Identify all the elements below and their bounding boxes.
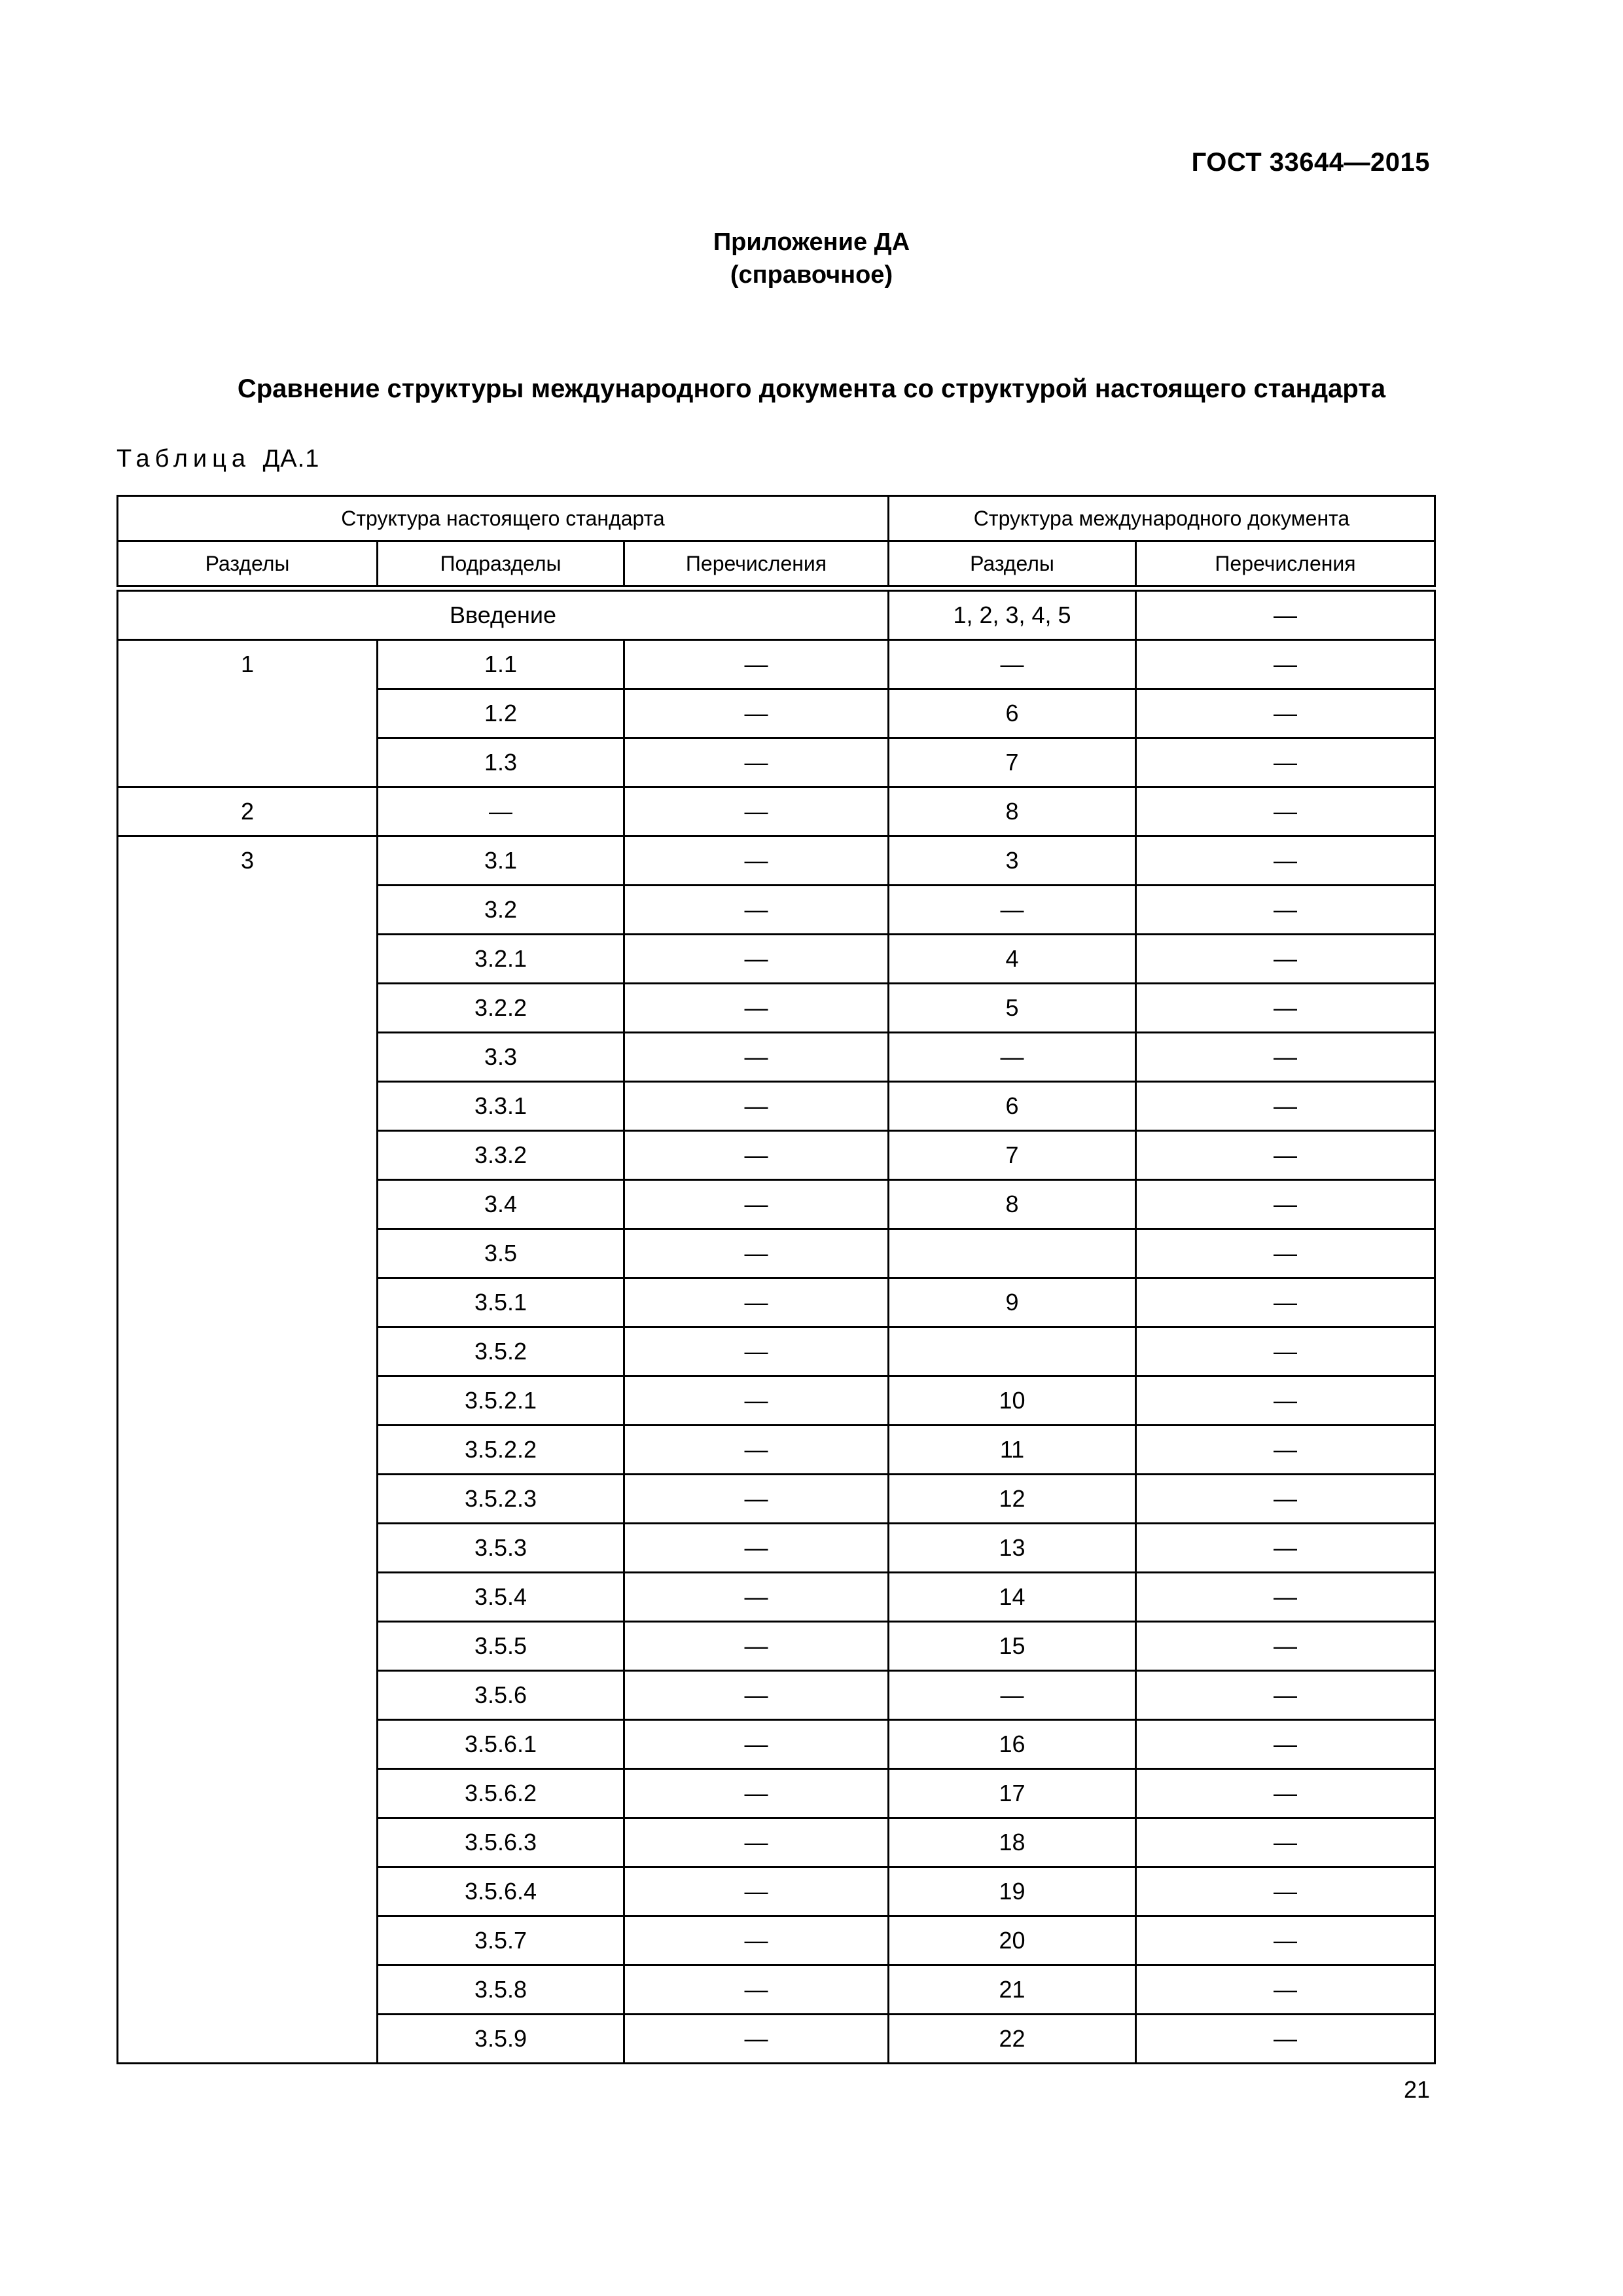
cell-intl-enumeration: — — [1136, 738, 1435, 787]
cell-enumeration: — — [624, 1475, 889, 1524]
cell-intl-enumeration: — — [1136, 886, 1435, 935]
cell-subsection: 3.3.1 — [378, 1082, 624, 1131]
cell-enumeration: — — [624, 1376, 889, 1426]
cell-subsection: 3.5.6 — [378, 1671, 624, 1720]
table-caption-word: Таблица — [116, 445, 251, 473]
cell-intl-section: 6 — [889, 1082, 1136, 1131]
cell-intl-section: 12 — [889, 1475, 1136, 1524]
cell-intl-enumeration: — — [1136, 1867, 1435, 1916]
cell-intl-enumeration: — — [1136, 1033, 1435, 1082]
cell-intl-section: 16 — [889, 1720, 1136, 1769]
cell-subsection: — — [378, 787, 624, 836]
intro-label: Введение — [118, 591, 889, 640]
table-caption-number: ДА.1 — [262, 445, 320, 473]
cell-intl-enumeration: — — [1136, 1082, 1435, 1131]
cell-intl-section: 11 — [889, 1426, 1136, 1475]
cell-intl-section: 8 — [889, 787, 1136, 836]
cell-subsection: 3.5.2 — [378, 1327, 624, 1376]
table-caption — [116, 445, 319, 473]
cell-subsection: 1.1 — [378, 640, 624, 689]
cell-subsection: 3.2.2 — [378, 984, 624, 1033]
cell-intl-enumeration: — — [1136, 984, 1435, 1033]
page-number: 21 — [1403, 2076, 1430, 2103]
column-header-row — [118, 541, 1435, 586]
cell-subsection: 3.5.6.3 — [378, 1818, 624, 1867]
cell-intl-enumeration: — — [1136, 1524, 1435, 1573]
cell-enumeration: — — [624, 1180, 889, 1229]
document-code: ГОСТ 33644—2015 — [1191, 148, 1430, 177]
cell-subsection: 3.5.2.3 — [378, 1475, 624, 1524]
header-separator — [118, 586, 1435, 591]
cell-intl-section: 14 — [889, 1573, 1136, 1622]
cell-intl-enumeration: — — [1136, 1573, 1435, 1622]
cell-enumeration: — — [624, 1327, 889, 1376]
header-separator-cell — [118, 586, 1435, 591]
cell-subsection: 3.5.5 — [378, 1622, 624, 1671]
cell-intl-section: 8 — [889, 1180, 1136, 1229]
cell-enumeration: — — [624, 1720, 889, 1769]
cell-intl-enumeration: — — [1136, 1916, 1435, 1965]
cell-enumeration: — — [624, 1622, 889, 1671]
cell-intl-enumeration: — — [1136, 1131, 1435, 1180]
document-title: Сравнение структуры международного документа со структурой настоящего стандарта — [237, 374, 1386, 403]
cell-enumeration: — — [624, 1131, 889, 1180]
cell-subsection: 3.5.1 — [378, 1278, 624, 1327]
cell-enumeration: — — [624, 1818, 889, 1867]
cell-intl-enumeration: — — [1136, 640, 1435, 689]
cell-intl-enumeration: — — [1136, 1475, 1435, 1524]
cell-enumeration: — — [624, 1426, 889, 1475]
cell-subsection: 1.2 — [378, 689, 624, 738]
cell-intl-section: 19 — [889, 1867, 1136, 1916]
intro-intl-sections: 1, 2, 3, 4, 5 — [889, 591, 1136, 640]
cell-enumeration: — — [624, 1278, 889, 1327]
cell-enumeration: — — [624, 2015, 889, 2064]
cell-enumeration: — — [624, 1082, 889, 1131]
group-header-international: Структура международного документа — [889, 496, 1435, 541]
comparison-table — [116, 495, 1436, 2064]
cell-intl-section: 22 — [889, 2015, 1136, 2064]
cell-intl-enumeration: — — [1136, 1278, 1435, 1327]
cell-intl-section: 18 — [889, 1818, 1136, 1867]
cell-intl-enumeration: — — [1136, 2015, 1435, 2064]
cell-enumeration: — — [624, 1033, 889, 1082]
cell-subsection: 3.5.2.2 — [378, 1426, 624, 1475]
cell-intl-enumeration: — — [1136, 1769, 1435, 1818]
cell-intl-enumeration: — — [1136, 1720, 1435, 1769]
cell-intl-section: 5 — [889, 984, 1136, 1033]
cell-intl-section: 4 — [889, 935, 1136, 984]
appendix-heading — [0, 226, 1623, 291]
cell-enumeration: — — [624, 1769, 889, 1818]
appendix-subtitle: (справочное) — [730, 261, 893, 289]
cell-subsection: 3.1 — [378, 836, 624, 886]
cell-intl-section: 10 — [889, 1376, 1136, 1426]
cell-intl-section: — — [889, 886, 1136, 935]
cell-subsection: 3.5.6.4 — [378, 1867, 624, 1916]
cell-intl-enumeration: — — [1136, 1622, 1435, 1671]
cell-enumeration: — — [624, 836, 889, 886]
cell-enumeration: — — [624, 1671, 889, 1720]
cell-subsection: 3.2.1 — [378, 935, 624, 984]
cell-enumeration: — — [624, 1524, 889, 1573]
cell-enumeration: — — [624, 984, 889, 1033]
cell-intl-enumeration: — — [1136, 1818, 1435, 1867]
cell-intl-section: 9 — [889, 1278, 1136, 1327]
cell-intl-section: 6 — [889, 689, 1136, 738]
cell-enumeration: — — [624, 886, 889, 935]
cell-intl-section: — — [889, 1671, 1136, 1720]
cell-enumeration: — — [624, 1229, 889, 1278]
cell-intl-section: 7 — [889, 1131, 1136, 1180]
cell-subsection: 3.5.6.1 — [378, 1720, 624, 1769]
cell-subsection: 3.5.4 — [378, 1573, 624, 1622]
cell-enumeration: — — [624, 689, 889, 738]
cell-subsection: 3.5 — [378, 1229, 624, 1278]
cell-intl-enumeration: — — [1136, 1229, 1435, 1278]
cell-intl-enumeration: — — [1136, 1327, 1435, 1376]
cell-subsection: 3.3 — [378, 1033, 624, 1082]
cell-subsection: 3.5.3 — [378, 1524, 624, 1573]
cell-subsection: 3.4 — [378, 1180, 624, 1229]
cell-section: 3 — [118, 836, 378, 2064]
cell-intl-enumeration: — — [1136, 1671, 1435, 1720]
col-header-sections: Разделы — [118, 541, 378, 586]
col-header-intl-enumerations: Перечисления — [1136, 541, 1435, 586]
cell-intl-section: 17 — [889, 1769, 1136, 1818]
cell-intl-enumeration: — — [1136, 1965, 1435, 2015]
col-header-subsections: Подразделы — [378, 541, 624, 586]
intro-intl-enumerations: — — [1136, 591, 1435, 640]
table-row — [118, 787, 1435, 836]
cell-subsection: 3.5.7 — [378, 1916, 624, 1965]
cell-enumeration: — — [624, 787, 889, 836]
cell-enumeration: — — [624, 1573, 889, 1622]
cell-enumeration: — — [624, 935, 889, 984]
cell-subsection: 3.5.8 — [378, 1965, 624, 2015]
cell-subsection: 3.5.6.2 — [378, 1769, 624, 1818]
cell-section: 2 — [118, 787, 378, 836]
appendix-title: Приложение ДА — [713, 228, 910, 256]
cell-subsection: 1.3 — [378, 738, 624, 787]
col-header-enumerations: Перечисления — [624, 541, 889, 586]
cell-enumeration: — — [624, 1916, 889, 1965]
cell-intl-section: — — [889, 640, 1136, 689]
cell-intl-section: 20 — [889, 1916, 1136, 1965]
cell-intl-enumeration: — — [1136, 689, 1435, 738]
cell-enumeration: — — [624, 640, 889, 689]
cell-section: 1 — [118, 640, 378, 787]
cell-intl-enumeration: — — [1136, 836, 1435, 886]
cell-enumeration: — — [624, 1867, 889, 1916]
table-row — [118, 836, 1435, 886]
col-header-intl-sections: Разделы — [889, 541, 1136, 586]
cell-enumeration: — — [624, 1965, 889, 2015]
cell-intl-section: 7 — [889, 738, 1136, 787]
cell-intl-enumeration: — — [1136, 935, 1435, 984]
cell-intl-section — [889, 1229, 1136, 1278]
cell-enumeration: — — [624, 738, 889, 787]
cell-intl-enumeration: — — [1136, 1376, 1435, 1426]
cell-subsection: 3.2 — [378, 886, 624, 935]
cell-intl-section: 13 — [889, 1524, 1136, 1573]
cell-intl-section: — — [889, 1033, 1136, 1082]
cell-subsection: 3.3.2 — [378, 1131, 624, 1180]
cell-intl-section: 3 — [889, 836, 1136, 886]
cell-intl-section: 15 — [889, 1622, 1136, 1671]
cell-subsection: 3.5.9 — [378, 2015, 624, 2064]
intro-row — [118, 591, 1435, 640]
cell-intl-section: 21 — [889, 1965, 1136, 2015]
group-header-row — [118, 496, 1435, 541]
group-header-standard: Структура настоящего стандарта — [118, 496, 889, 541]
cell-intl-enumeration: — — [1136, 1426, 1435, 1475]
cell-intl-enumeration: — — [1136, 787, 1435, 836]
table-row — [118, 640, 1435, 689]
cell-intl-enumeration: — — [1136, 1180, 1435, 1229]
cell-intl-section — [889, 1327, 1136, 1376]
cell-subsection: 3.5.2.1 — [378, 1376, 624, 1426]
